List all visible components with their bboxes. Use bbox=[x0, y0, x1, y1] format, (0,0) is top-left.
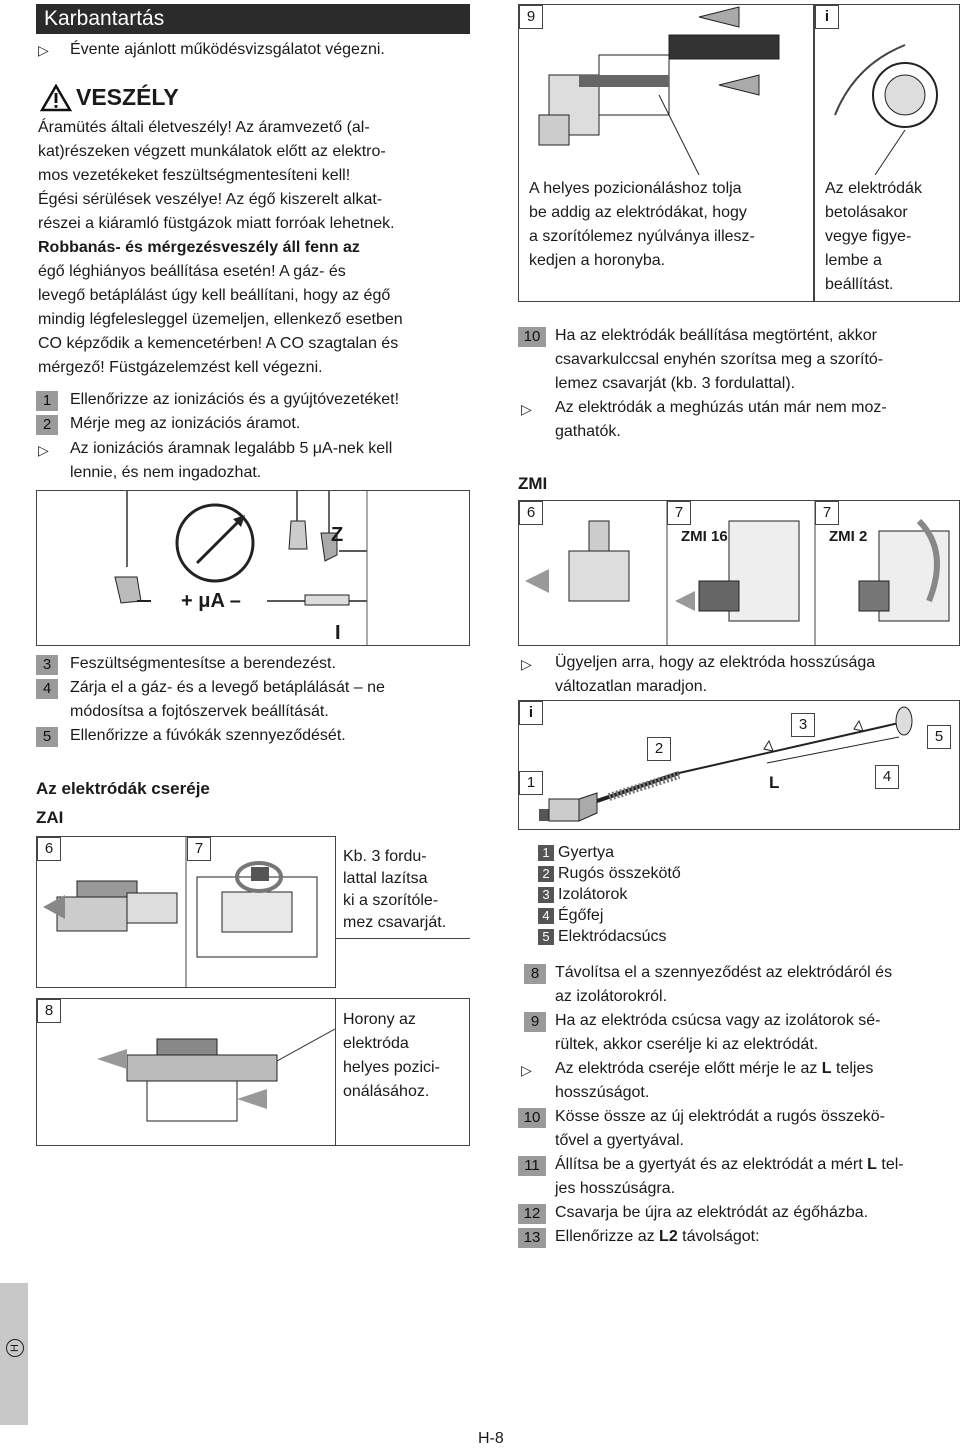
zai-figure-6-7 bbox=[36, 836, 336, 988]
legend bbox=[538, 842, 681, 947]
note-text bbox=[555, 396, 887, 444]
ion-note-line: lennie, és nem ingadozhat. bbox=[70, 464, 262, 481]
zai-insert-illustration bbox=[519, 5, 813, 175]
step-line: jes hosszúságra. bbox=[555, 1180, 676, 1197]
note-line bbox=[555, 1057, 873, 1081]
section-title: Karbantartás bbox=[36, 4, 470, 34]
figure-number: 7 bbox=[187, 837, 211, 861]
zai-figure-8 bbox=[36, 998, 336, 1146]
bullet-icon: ▷ bbox=[521, 1062, 532, 1078]
zai-groove-illustration bbox=[37, 999, 335, 1145]
step-text bbox=[555, 1009, 880, 1057]
caption-line: beállítást. bbox=[825, 276, 894, 293]
step-text bbox=[555, 1153, 904, 1201]
step-text bbox=[555, 1105, 885, 1153]
zmi-illustration bbox=[519, 501, 959, 645]
info-icon: i bbox=[519, 701, 543, 725]
legend-text: Égőfej bbox=[558, 907, 604, 924]
language-side-tab bbox=[0, 1283, 28, 1425]
step-line: Távolítsa el a szennyeződést az elektródáról és bbox=[555, 964, 893, 981]
step-line: lemez csavarját (kb. 3 fordulattal). bbox=[555, 375, 796, 392]
part-number: 4 bbox=[875, 765, 899, 789]
legend-text: Rugós összekötő bbox=[558, 865, 681, 882]
caption-line: a szorítólemez nyúlványa illesz- bbox=[529, 228, 755, 245]
step-number: 11 bbox=[518, 1156, 546, 1176]
i-label: I bbox=[335, 622, 341, 644]
note-fig7 bbox=[343, 846, 446, 934]
caption-line: A helyes pozicionáláshoz tolja bbox=[529, 180, 742, 197]
legend-text: Izolátorok bbox=[558, 886, 628, 903]
step-line: csavarkulccsal enyhén szorítsa meg a szorító- bbox=[555, 351, 884, 368]
bullet-icon: ▷ bbox=[38, 442, 49, 458]
part-number: 5 bbox=[927, 725, 951, 749]
figure-number: 7 bbox=[667, 501, 691, 525]
language-code: H bbox=[6, 1339, 24, 1357]
legend-item bbox=[538, 863, 681, 884]
danger-line: Robbanás- és mérgezésveszély áll fenn az bbox=[38, 239, 360, 256]
step-number: 2 bbox=[36, 415, 58, 435]
step-line: tővel a gyertyával. bbox=[555, 1132, 684, 1149]
step-number: 10 bbox=[518, 327, 546, 347]
step-line: az izolátorokról. bbox=[555, 988, 668, 1005]
info-icon: i bbox=[815, 5, 839, 29]
note-line: Kb. 3 fordu- bbox=[343, 848, 427, 865]
note-line: elektróda bbox=[343, 1035, 409, 1052]
caption-line: be addig az elektródákat, hogy bbox=[529, 204, 747, 221]
text-run: teljes bbox=[831, 1060, 874, 1077]
step-text bbox=[70, 676, 385, 724]
text-run: L bbox=[821, 1060, 832, 1077]
step-text bbox=[555, 324, 883, 396]
note-length bbox=[555, 651, 875, 699]
ion-note-line: Az ionizációs áramnak legalább 5 μA-nek kell bbox=[70, 440, 393, 457]
legend-item bbox=[538, 926, 681, 947]
figure-number: 6 bbox=[37, 837, 61, 861]
part-number: 3 bbox=[791, 713, 815, 737]
step-number: 12 bbox=[518, 1204, 546, 1224]
step-number: 1 bbox=[36, 391, 58, 411]
zmi-title: ZMI bbox=[518, 474, 548, 493]
text-run: Állítsa be a gyertyát és az elektródát a mért bbox=[555, 1156, 868, 1173]
step-line: módosítsa a fojtószervek beállítását. bbox=[70, 703, 329, 720]
caption-line: lembe a bbox=[825, 252, 882, 269]
meter-label: + μA – bbox=[181, 590, 241, 612]
step-text: Mérje meg az ionizációs áramot. bbox=[70, 415, 301, 432]
legend-num: 2 bbox=[538, 866, 554, 882]
figure-9 bbox=[518, 4, 814, 302]
text-run: tel- bbox=[876, 1156, 904, 1173]
info-box bbox=[814, 4, 960, 302]
legend-item bbox=[538, 842, 681, 863]
step-number: 4 bbox=[36, 679, 58, 699]
step-line: Ha az elektróda csúcsa vagy az izolátorok sé- bbox=[555, 1012, 881, 1029]
text-run: L bbox=[867, 1156, 877, 1173]
note-line: mez csavarját. bbox=[343, 914, 447, 931]
bullet-icon: ▷ bbox=[521, 656, 532, 672]
step-text bbox=[555, 1225, 760, 1249]
figure-number: 7 bbox=[815, 501, 839, 525]
step-number: 10 bbox=[518, 1108, 546, 1128]
legend-text: Elektródacsúcs bbox=[558, 928, 667, 945]
zmi2-label: ZMI 2 bbox=[829, 528, 868, 545]
danger-line: mos vezetékeket feszültségmentesíteni kell! bbox=[38, 167, 351, 184]
part-number: 1 bbox=[519, 771, 543, 795]
electrode-adjust-illustration bbox=[815, 5, 959, 175]
note-fig8 bbox=[343, 1008, 440, 1104]
divider bbox=[336, 938, 470, 939]
legend-num: 4 bbox=[538, 908, 554, 924]
danger-line: égő léghiányos beállítása esetén! A gáz- és bbox=[38, 263, 346, 280]
replace-title: Az elektródák cseréje bbox=[36, 779, 210, 798]
bullet-icon: ▷ bbox=[38, 42, 49, 58]
danger-line: mérgező! Füstgázelemzést kell végezni. bbox=[38, 359, 323, 376]
step-line: Ha az elektródák beállítása megtörtént, akkor bbox=[555, 327, 877, 344]
part-number: 2 bbox=[647, 737, 671, 761]
text-run: távolságot: bbox=[677, 1228, 760, 1245]
step-number: 5 bbox=[36, 727, 58, 747]
zmi16-label: ZMI 16 bbox=[681, 528, 728, 545]
warning-icon bbox=[40, 84, 72, 117]
info-caption bbox=[825, 177, 922, 297]
danger-line: Áramütés általi életveszély! Az áramvezető (al- bbox=[38, 119, 370, 136]
step-text: Feszültségmentesítse a berendezést. bbox=[70, 655, 336, 672]
intro-bullet-text: Évente ajánlott működésvizsgálatot végezni. bbox=[70, 41, 385, 58]
zai-illustration bbox=[37, 837, 335, 987]
note-line: hosszúságot. bbox=[555, 1084, 650, 1101]
electrode-diagram bbox=[518, 700, 960, 830]
note-text bbox=[555, 1057, 873, 1105]
legend-num: 5 bbox=[538, 929, 554, 945]
legend-num: 1 bbox=[538, 845, 554, 861]
text-run: Ellenőrizze az bbox=[555, 1228, 660, 1245]
step-text: Csavarja be újra az elektródát az égőházba. bbox=[555, 1204, 869, 1221]
note-line: ki a szorítóle- bbox=[343, 892, 439, 909]
note-line: Az elektródák a meghúzás után már nem moz- bbox=[555, 399, 887, 416]
meter-illustration bbox=[37, 491, 469, 645]
legend-item bbox=[538, 884, 681, 905]
caption-line: betolásakor bbox=[825, 204, 908, 221]
step-number: 3 bbox=[36, 655, 58, 675]
text-run: L2 bbox=[659, 1228, 678, 1245]
ion-note bbox=[70, 437, 392, 485]
figure-number: 6 bbox=[519, 501, 543, 525]
step-line: Kösse össze az új elektródát a rugós összekö- bbox=[555, 1108, 885, 1125]
danger-title: VESZÉLY bbox=[76, 84, 179, 110]
danger-line: levegő betáplálást úgy kell beállítani, hogy az égő bbox=[38, 287, 391, 304]
figure-number: 9 bbox=[519, 5, 543, 29]
step-number: 9 bbox=[524, 1012, 546, 1032]
legend-item bbox=[538, 905, 681, 926]
danger-line: CO képződik a kemencetérben! A CO szagtalan és bbox=[38, 335, 399, 352]
figure-number: 8 bbox=[37, 999, 61, 1023]
danger-text bbox=[38, 116, 470, 380]
bullet-icon: ▷ bbox=[521, 401, 532, 417]
step-text bbox=[555, 961, 892, 1009]
legend-num: 3 bbox=[538, 887, 554, 903]
step-line: Zárja el a gáz- és a levegő betáplálását – ne bbox=[70, 679, 385, 696]
page-number: H-8 bbox=[478, 1430, 504, 1447]
note-line: változatlan maradjon. bbox=[555, 678, 708, 695]
step-line bbox=[555, 1153, 904, 1177]
step-text: Ellenőrizze a fúvókák szennyeződését. bbox=[70, 727, 346, 744]
caption-line: vegye figye- bbox=[825, 228, 912, 245]
step-number: 8 bbox=[524, 964, 546, 984]
zmi-figure bbox=[518, 500, 960, 646]
note-line: lattal lazítsa bbox=[343, 870, 428, 887]
note-line: helyes pozici- bbox=[343, 1059, 440, 1076]
note-line: gathatók. bbox=[555, 423, 621, 440]
step-text: Ellenőrizze az ionizációs és a gyújtóvezetéket! bbox=[70, 391, 400, 408]
zai-title: ZAI bbox=[36, 808, 64, 827]
danger-line: Égési sérülések veszélye! Az égő kiszerelt alkat- bbox=[38, 191, 383, 208]
caption-line: Az elektródák bbox=[825, 180, 922, 197]
legend-text: Gyertya bbox=[558, 844, 615, 861]
ionization-figure bbox=[36, 490, 470, 646]
step-number: 13 bbox=[518, 1228, 546, 1248]
caption-line: kedjen a horonyba. bbox=[529, 252, 666, 269]
figure-9-caption bbox=[529, 177, 755, 273]
danger-line: kat)részeken végzett munkálatok előtt az elektro- bbox=[38, 143, 386, 160]
note-line: Ügyeljen arra, hogy az elektróda hosszúsága bbox=[555, 654, 876, 671]
note-line: Horony az bbox=[343, 1011, 416, 1028]
danger-line: részei a kiáramló füstgázok miatt forróak lehetnek. bbox=[38, 215, 395, 232]
length-label: L bbox=[769, 773, 780, 792]
danger-line: mindig légfelesleggel üzemeljen, ellenkező esetben bbox=[38, 311, 403, 328]
step-line: rültek, akkor cserélje ki az elektródát. bbox=[555, 1036, 819, 1053]
note-line: onálásához. bbox=[343, 1083, 430, 1100]
text-run: Az elektróda cseréje előtt mérje le az bbox=[555, 1060, 822, 1077]
z-label: Z bbox=[331, 524, 344, 546]
